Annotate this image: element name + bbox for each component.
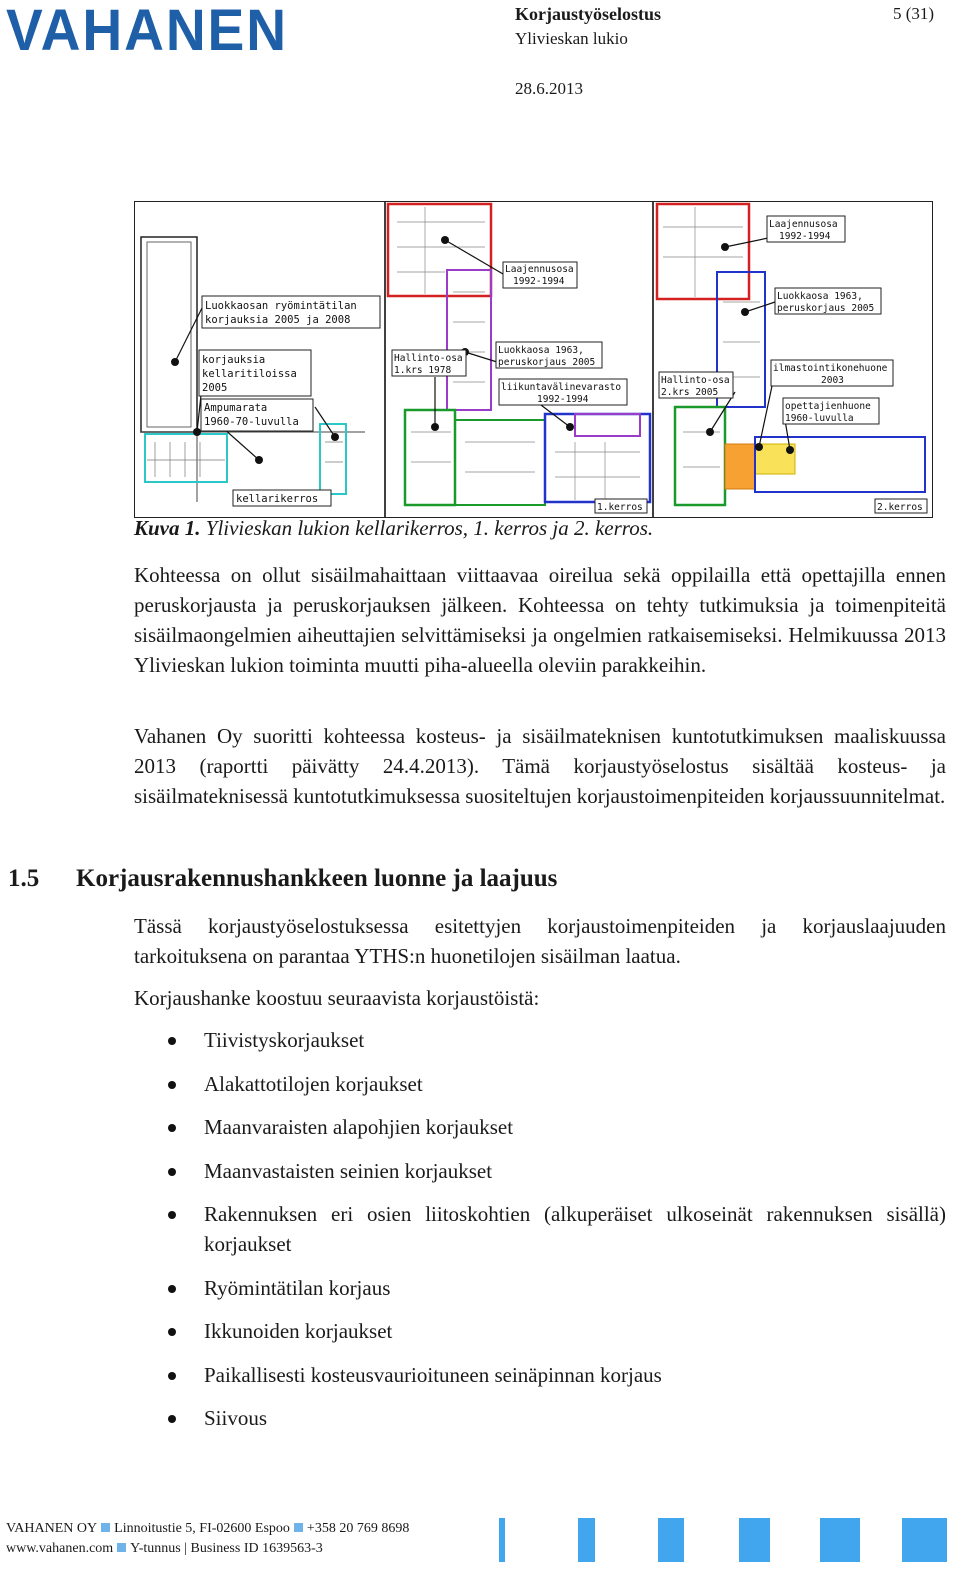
list-intro: Korjaushanke koostuu seuraavista korjaustöistä: [134,986,540,1010]
footer-web: www.vahanen.com [6,1541,114,1556]
footer-phone: +358 20 769 8698 [306,1521,410,1536]
list-item: Tiivistyskorjaukset [164,1025,946,1055]
label-korjauksia-1: korjauksia [202,354,266,366]
label-hallinto1-2: 1.krs 1978 [394,365,452,376]
label-hallinto2-1: Hallinto-osa [661,375,730,386]
footer-business-id: Y-tunnus | Business ID 1639563-3 [130,1541,323,1556]
list-item: Ikkunoiden korjaukset [164,1316,946,1346]
square-icon [101,1523,110,1532]
label-korjauksia-2: kellaritiloissa [202,368,297,380]
bullet-icon [168,1211,176,1219]
footer-stripe [902,1518,947,1562]
label-kellarikerros: kellarikerros [236,493,319,505]
list-item: Maanvastaisten seinien korjaukset [164,1156,946,1186]
label-laajennus1-1: Laajennusosa [505,264,574,275]
label-ampumarata-1: Ampumarata [204,402,268,414]
label-laajennus2-2: 1992-1994 [779,231,831,242]
bullet-icon [168,1372,176,1380]
logo-text: VAHANEN [6,2,288,58]
label-kerros2: 2.kerros [877,502,923,513]
caption-label: Kuva 1. [134,516,201,540]
bullet-icon [168,1037,176,1045]
label-liikunta-1: liikuntavälinevarasto [501,382,622,393]
floor-plan-figure [134,201,933,518]
label-luokkaosa2-2: peruskorjaus 2005 [777,303,875,314]
square-icon [117,1543,126,1552]
page-number: 5 (31) [893,4,935,23]
bullet-icon [168,1328,176,1336]
footer-line-1 [6,1521,409,1537]
section-intro: Tässä korjaustyöselostuksessa esitettyjen korjaustoimenpiteiden ja korjauslaajuuden tarkoituksena on parantaa YTHS:n huonetilojen sisäilman laatua. [134,914,946,968]
caption-text: Ylivieskan lukion kellarikerros, 1. kerros ja 2. kerros. [200,516,654,540]
footer-stripe [578,1518,595,1562]
document-title: Korjaustyöselostus [515,4,662,24]
bullet-icon [168,1285,176,1293]
footer-stripe [658,1518,684,1562]
section-title: Korjausrakennushankkeen luonne ja laajuus [76,865,558,892]
label-luokkaosa1-2: peruskorjaus 2005 [498,357,596,368]
list-item: Ryömintätilan korjaus [164,1273,946,1303]
label-luokkaosa2-1: Luokkaosa 1963, [777,291,863,302]
label-opettajien-1: opettajienhuone [785,401,871,412]
list-item: Siivous [164,1403,946,1433]
label-luokkaosan-1: Luokkaosan ryömintätilan [205,300,357,312]
label-ilmastointi-1: ilmastointikonehuone [773,363,888,374]
label-luokkaosan-2: korjauksia 2005 ja 2008 [205,314,351,326]
label-hallinto2-2: 2.krs 2005 [661,387,719,398]
label-laajennus1-2: 1992-1994 [513,276,565,287]
figure-caption [134,516,653,541]
footer-address: Linnoitustie 5, FI-02600 Espoo [114,1521,290,1536]
footer-line-2 [6,1541,323,1557]
bullet-icon [168,1415,176,1423]
list-item: Paikallisesti kosteusvaurioituneen seinäpinnan korjaus [164,1360,946,1390]
document-date: 28.6.2013 [515,79,583,98]
list-item: Maanvaraisten alapohjien korjaukset [164,1112,946,1142]
vahanen-logo [6,2,296,58]
bullet-icon [168,1124,176,1132]
label-liikunta-2: 1992-1994 [537,394,589,405]
section-number: 1.5 [8,865,40,892]
bullet-icon [168,1081,176,1089]
bullet-icon [168,1168,176,1176]
paragraph-1: Kohteessa on ollut sisäilmahaittaan viittaavaa oireilua sekä oppilailla että opettajilla ennen peruskorjausta ja peruskorjauksen jälkeen. Kohteessa on tehty tutkimuksia ja toimenpiteitä sisäilmaongelmien aiheuttajien selvittämiseksi ja ongelmien ratkaisemiseksi. Helmikuussa 2013 Ylivieskan lukion toiminta muutti piha-alueella oleviin parakkeihin. [134,563,946,677]
footer-company: VAHANEN OY [6,1521,98,1536]
label-laajennus2-1: Laajennusosa [769,219,838,230]
document-subtitle: Ylivieskan lukio [515,29,628,48]
label-opettajien-2: 1960-luvulla [785,413,854,424]
square-icon [294,1523,303,1532]
footer-stripe [499,1518,505,1562]
footer-stripe [739,1518,770,1562]
label-ilmastointi-2: 2003 [821,375,844,386]
label-ampumarata-2: 1960-70-luvulla [204,416,299,428]
paragraph-2: Vahanen Oy suoritti kohteessa kosteus- ja sisäilmateknisen kuntotutkimuksen maaliskuussa 2013 (raportti päivätty 24.4.2013). Tämä korjaustyöselostus sisältää kosteus- ja sisäilmateknisessä kuntotutkimuksessa suositeltujen korjaustoimenpiteiden korjaussuunnitelmat. [134,724,946,808]
label-hallinto1-1: Hallinto-osa [394,353,463,364]
label-korjauksia-3: 2005 [202,382,228,394]
footer-stripe [820,1518,860,1562]
list-item: Rakennuksen eri osien liitoskohtien (alkuperäiset ulkoseinät rakennuksen sisällä) korjaukset [164,1199,946,1259]
label-luokkaosa1-1: Luokkaosa 1963, [498,345,584,356]
repair-list [164,1025,946,1447]
list-item: Alakattotilojen korjaukset [164,1069,946,1099]
label-kerros1: 1.kerros [597,502,643,513]
